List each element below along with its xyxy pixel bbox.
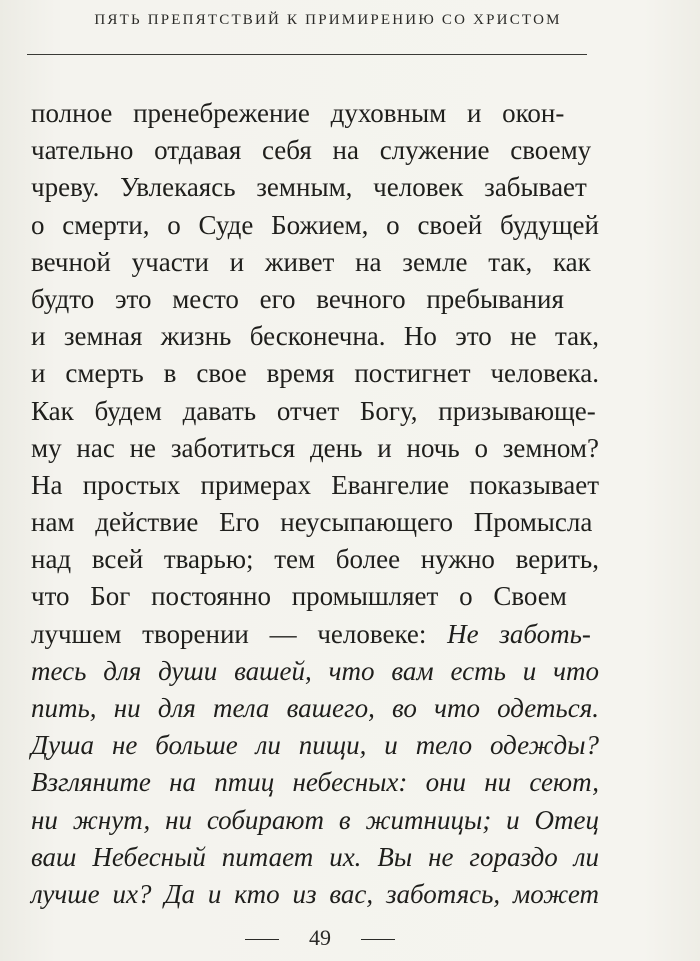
- text-line: [31, 467, 601, 504]
- text-segment: чательно отдавая себя на служение своему: [31, 135, 592, 166]
- text-segment: над всей тварью; тем более нужно верить,: [31, 544, 599, 575]
- italic-quote-segment: пить, ни для тела вашего, во что одеться.: [31, 693, 599, 723]
- italic-quote-segment: ни жнут, ни собирают в житницы; и Отец: [31, 804, 599, 835]
- text-line: [31, 244, 601, 281]
- text-segment: полное пренебрежение духовным и окон-: [31, 98, 565, 128]
- text-line: [31, 653, 601, 690]
- text-line: [31, 876, 601, 913]
- body-text: [31, 95, 601, 913]
- text-segment: На простых примерах Евангелие показывает: [31, 469, 599, 500]
- text-line: [31, 169, 601, 206]
- text-segment: Как будем давать отчет Богу, призывающе-: [31, 395, 596, 426]
- page-number: 49: [309, 925, 331, 950]
- text-segment: вечной участи и живет на земле так, как: [31, 246, 591, 277]
- text-line: [31, 690, 601, 727]
- text-line: [31, 578, 601, 615]
- text-line: [31, 95, 601, 132]
- italic-quote-segment: тесь для души вашей, что вам есть и что: [31, 655, 599, 686]
- italic-quote-segment: ваш Небесный питает их. Вы не гораздо ли: [31, 841, 599, 872]
- header-rule: [27, 54, 587, 55]
- page-footer: [0, 925, 640, 951]
- text-segment: о смерти, о Суде Божием, о своей будущей: [31, 209, 599, 240]
- text-line: [31, 132, 601, 169]
- text-line: [31, 764, 601, 801]
- text-line: [31, 541, 601, 578]
- text-line: [31, 727, 601, 764]
- text-line: [31, 802, 601, 839]
- folio-dash-left: [245, 939, 279, 940]
- text-segment: му нас не заботиться день и ночь о земном?: [31, 432, 599, 463]
- text-segment: что Бог постоянно промышляет о Своем: [31, 581, 567, 612]
- running-head: ПЯТЬ ПРЕПЯТСТВИЙ К ПРИМИРЕНИЮ СО ХРИСТОМ: [94, 12, 562, 28]
- text-segment: и смерть в свое время постигнет человека.: [31, 358, 599, 389]
- folio-dash-right: [361, 939, 395, 940]
- italic-quote-segment: Не заботь-: [447, 618, 591, 649]
- text-segment: лучшем творении — человеке:: [31, 618, 448, 649]
- text-line: [31, 430, 601, 467]
- text-line: [31, 504, 601, 541]
- text-line: [31, 207, 601, 244]
- text-line: [31, 839, 601, 876]
- text-segment: будто это место его вечного пребывания: [31, 283, 564, 314]
- text-line: [31, 393, 601, 430]
- text-line: [31, 355, 601, 392]
- text-line: [31, 281, 601, 318]
- italic-quote-segment: Душа не больше ли пищи, и тело одежды?: [31, 730, 599, 761]
- text-segment: и земная жизнь бесконечна. Но это не так,: [31, 321, 599, 352]
- italic-quote-segment: Взгляните на птиц небесных: они ни сеют,: [31, 767, 599, 798]
- italic-quote-segment: лучше их? Да и кто из вас, заботясь, может: [31, 878, 599, 909]
- text-line: [31, 318, 601, 355]
- text-line: [31, 616, 601, 653]
- text-segment: чреву. Увлекаясь земным, человек забывает: [31, 172, 587, 203]
- text-segment: нам действие Его неусыпающего Промысла: [31, 507, 593, 538]
